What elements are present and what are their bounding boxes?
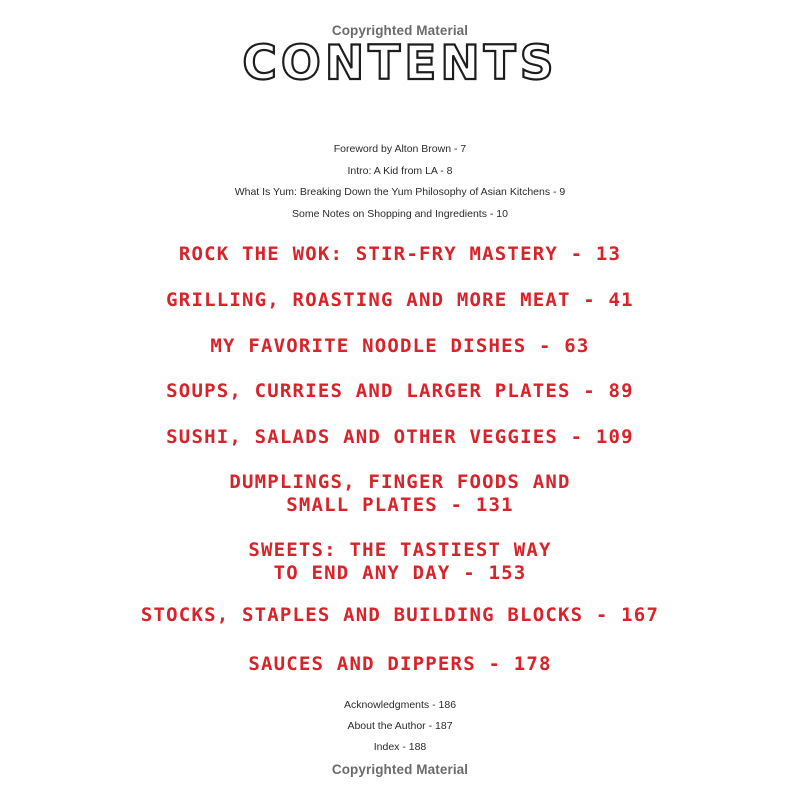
chapter-entry-sauces[interactable] (0, 653, 800, 676)
toc-entry-acknowledgments[interactable]: Acknowledgments - 186 (343, 699, 457, 711)
chapter-label: MY FAVORITE NOODLE DISHES - 63 (210, 335, 590, 357)
chapter-label: ROCK THE WOK: STIR-FRY MASTERY - 13 (178, 243, 622, 265)
toc-entry-foreword[interactable]: Foreword by Alton Brown - 7 (333, 143, 467, 155)
chapter-label: SAUCES AND DIPPERS - 178 (248, 653, 552, 675)
watermark-top: Copyrighted Material (331, 23, 469, 38)
chapter-entry-rock-the-wok[interactable] (0, 243, 800, 266)
chapter-entry-dumplings[interactable] (0, 471, 800, 517)
page-title: CONTENTS (242, 36, 558, 91)
chapter-entry-soups-curries[interactable] (0, 380, 800, 403)
chapter-label: STOCKS, STAPLES AND BUILDING BLOCKS - 167 (140, 604, 660, 626)
chapter-label-line1: DUMPLINGS, FINGER FOODS AND (229, 471, 571, 493)
chapter-label: SOUPS, CURRIES AND LARGER PLATES - 89 (166, 380, 634, 402)
chapter-label: SUSHI, SALADS AND OTHER VEGGIES - 109 (166, 426, 634, 448)
toc-entry-what-is-yum[interactable]: What Is Yum: Breaking Down the Yum Philosophy of Asian Kitchens - 9 (234, 186, 566, 198)
toc-entry-index[interactable]: Index - 188 (373, 741, 427, 753)
chapter-label-line2: SMALL PLATES - 131 (286, 494, 514, 516)
chapter-entry-grilling[interactable] (0, 289, 800, 312)
toc-entry-shopping-notes[interactable]: Some Notes on Shopping and Ingredients - 10 (292, 208, 508, 220)
chapter-entry-sushi-salads[interactable] (0, 426, 800, 449)
chapter-entry-stocks-staples[interactable] (0, 604, 800, 627)
toc-entry-about-author[interactable]: About the Author - 187 (347, 720, 453, 732)
chapter-entry-noodles[interactable] (0, 335, 800, 358)
watermark-bottom: Copyrighted Material (331, 762, 469, 777)
chapter-label: GRILLING, ROASTING AND MORE MEAT - 41 (166, 289, 634, 311)
chapter-label-line1: SWEETS: THE TASTIEST WAY (248, 539, 552, 561)
chapter-label-line2: TO END ANY DAY - 153 (273, 562, 527, 584)
chapter-entry-sweets[interactable] (0, 539, 800, 585)
toc-entry-intro[interactable]: Intro: A Kid from LA - 8 (347, 165, 453, 177)
